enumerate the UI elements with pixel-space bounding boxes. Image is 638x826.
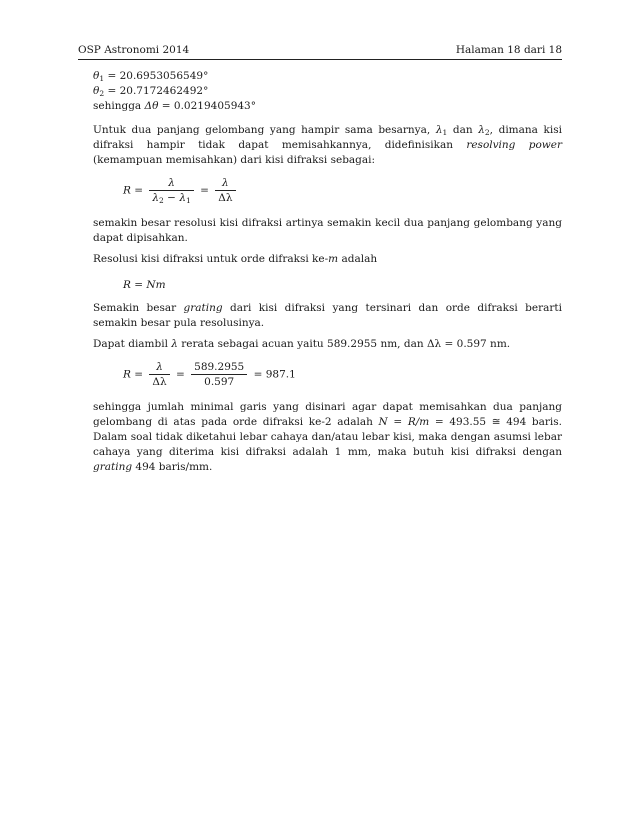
numerator: 589.2955	[191, 360, 247, 375]
paragraph-grating	[93, 301, 562, 331]
document-body	[93, 69, 562, 475]
lambda-symbol: λ	[478, 124, 485, 136]
fraction-lambda-over-diff	[149, 176, 193, 206]
delta-lambda-symbol: Δλ	[426, 338, 442, 350]
numerator: λ	[149, 360, 169, 375]
subscript: 2	[99, 89, 105, 98]
subscript: 1	[442, 128, 448, 137]
theta1-line	[93, 69, 562, 84]
paragraph-resolving-power	[93, 123, 562, 168]
equals-sign: =	[175, 368, 185, 381]
text: dari kisi difraksi yang tersinari dan orde difraksi berarti semakin besar pula resolusinya.	[93, 302, 562, 329]
equation-lhs: R =	[123, 184, 144, 197]
equation-result: = 987.1	[253, 368, 296, 381]
denominator	[149, 191, 193, 206]
equals-sign: =	[200, 184, 209, 197]
text: = 493.55 ≅ 494 baris. Dalam soal tidak diketahui lebar cahaya dan/atau lebar kisi, maka dengan asumsi lebar cahaya yang diterima kisi difraksi adalah 1 mm, maka butuh kisi difraksi dengan	[93, 416, 563, 458]
subscript: 2	[159, 196, 164, 205]
formula-n: N = R/m	[378, 416, 430, 428]
delta-theta-value: = 0.0219405943°	[158, 100, 256, 112]
paragraph-resolution-meaning: semakin besar resolusi kisi difraksi artinya semakin kecil dua panjang gelombang yang dapat dipisahkan.	[93, 217, 562, 244]
subscript: 2	[484, 128, 490, 137]
equation-r-value	[123, 360, 562, 394]
denominator: Δλ	[152, 376, 167, 388]
theta2-value: = 20.7172462492°	[104, 85, 209, 97]
text: dan	[447, 124, 479, 136]
text: , dimana kisi difraksi hampir tidak dapat memisahkannya, didefinisikan	[93, 124, 562, 151]
denominator: 0.597	[204, 376, 235, 388]
text: (kemampuan memisahkan) dari kisi difraksi sebagai:	[93, 154, 376, 166]
text: rerata sebagai acuan yaitu 589.2955 nm, dan	[177, 338, 427, 350]
subscript: 1	[99, 74, 105, 83]
page-header	[78, 43, 562, 57]
text: sehingga jumlah minimal garis yang disinari agar dapat memisahkan dua panjang gelombang di atas pada orde difraksi ke-2 adalah	[93, 401, 562, 428]
theta2-line	[93, 84, 562, 99]
equation-resolving-power	[123, 176, 562, 210]
text: Semakin besar	[93, 302, 184, 314]
theta-symbol: θ	[93, 85, 100, 97]
delta-theta-line	[93, 99, 562, 114]
header-title: OSP Astronomi 2014	[78, 44, 190, 56]
text: Dapat diambil	[93, 338, 172, 350]
lambda-symbol: λ	[435, 124, 443, 136]
subscript: 1	[185, 196, 191, 205]
numerator: λ	[149, 176, 193, 191]
paragraph-order-resolution	[93, 252, 562, 267]
lambda-symbol: λ	[152, 192, 160, 204]
term-grating: grating	[183, 302, 223, 314]
text: 494 baris/mm.	[132, 461, 213, 473]
equation-r-nm: R = Nm	[123, 279, 166, 291]
theta-symbol: θ	[93, 70, 100, 82]
lambda-symbol: λ	[179, 192, 186, 204]
delta-prefix: sehingga	[93, 100, 145, 112]
numerator: λ	[215, 176, 235, 191]
denominator: Δλ	[218, 192, 233, 204]
fraction-lambda-over-delta	[149, 360, 169, 390]
term-resolving-power: resolving power	[466, 139, 562, 151]
text: Untuk dua panjang gelombang yang hampir sama besarnya,	[93, 124, 436, 136]
equation-lhs: R =	[123, 368, 144, 381]
delta-theta-symbol: Δθ	[144, 100, 159, 112]
text: Resolusi kisi difraksi untuk orde difraksi ke-	[93, 253, 329, 265]
paragraph-lambda-values	[93, 337, 562, 352]
fraction-numeric	[191, 360, 247, 390]
minus-sign: −	[163, 192, 180, 204]
m-symbol: m	[328, 253, 339, 265]
theta1-value: = 20.6953056549°	[104, 70, 209, 82]
header-page-number: Halaman 18 dari 18	[455, 44, 562, 56]
header-rule	[78, 59, 562, 60]
text: = 0.597 nm.	[441, 338, 511, 350]
term-grating: grating	[93, 461, 133, 473]
text: adalah	[338, 253, 378, 265]
fraction-lambda-over-delta	[215, 176, 235, 206]
paragraph-conclusion	[93, 400, 562, 475]
lambda-symbol: λ	[171, 338, 178, 350]
